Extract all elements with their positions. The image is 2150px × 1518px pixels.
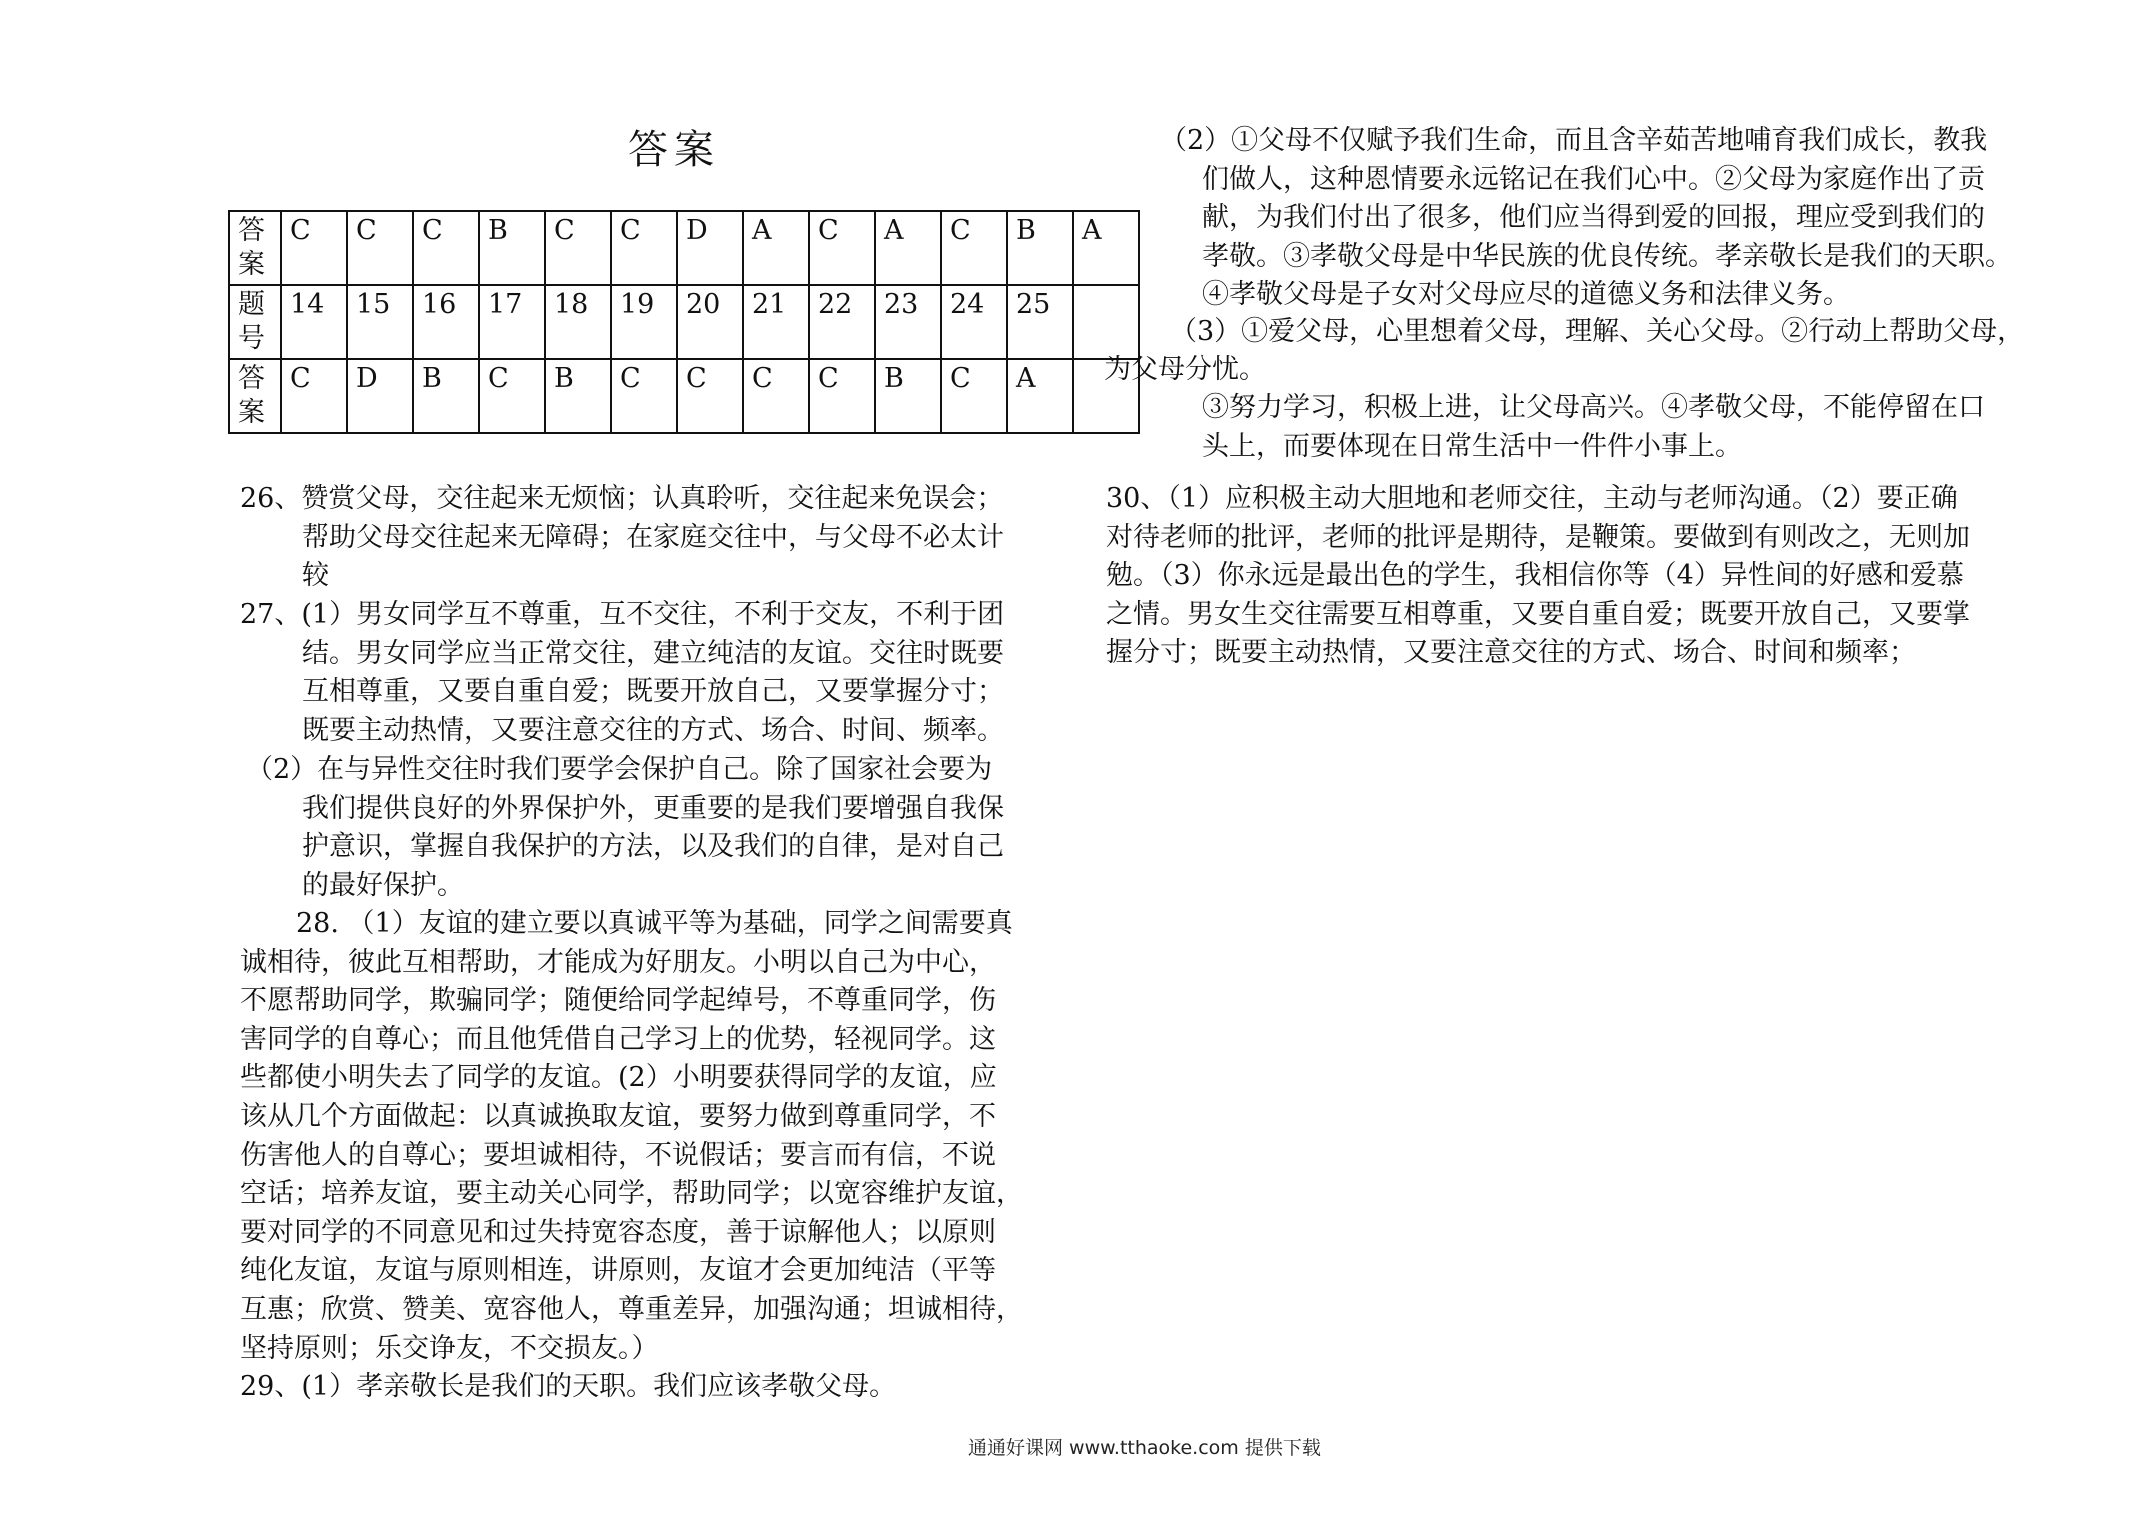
text-line: 坚持原则；乐交诤友，不交损友。） <box>240 1332 659 1364</box>
table-cell: C <box>611 211 677 285</box>
table-cell: D <box>677 211 743 285</box>
table-cell: A <box>1007 359 1073 433</box>
table-cell: B <box>479 211 545 285</box>
table-cell: C <box>941 211 1007 285</box>
text-line: 头上，而要体现在日常生活中一件件小事上。 <box>1202 430 1742 462</box>
table-cell: C <box>677 359 743 433</box>
table-row <box>229 359 1139 433</box>
answer-29-3-line2: 为父母分忧。 <box>1104 354 1266 385</box>
table-cell: C <box>611 359 677 433</box>
row-label: 答案 <box>229 211 281 285</box>
table-cell: C <box>281 359 347 433</box>
table-cell: 17 <box>479 285 545 359</box>
table-cell: C <box>941 359 1007 433</box>
table-cell: B <box>545 359 611 433</box>
text-line: 帮助父母交往起来无障碍；在家庭交往中，与父母不必太计 <box>302 521 1004 553</box>
text-line: 些都使小明失去了同学的友谊。(2）小明要获得同学的友谊，应 <box>240 1062 997 1094</box>
text-line: 孝敬。③孝敬父母是中华民族的优良传统。孝亲敬长是我们的天职。 <box>1202 240 2012 272</box>
table-cell: 20 <box>677 285 743 359</box>
table-cell: 22 <box>809 285 875 359</box>
text-line: 伤害他人的自尊心；要坦诚相待，不说假话；要言而有信，不说 <box>240 1139 996 1171</box>
table-cell <box>1073 285 1139 359</box>
text-line: （2）①父母不仅赋予我们生命，而且含辛茹苦地哺育我们成长，教我 <box>1160 125 1988 156</box>
table-cell: 15 <box>347 285 413 359</box>
table-cell: B <box>875 359 941 433</box>
text-line: 诚相待，彼此互相帮助，才能成为好朋友。小明以自己为中心， <box>240 946 996 978</box>
page-title: 答案 <box>628 127 720 173</box>
text-line: 空话；培养友谊，要主动关心同学，帮助同学；以宽容维护友谊， <box>240 1178 1023 1210</box>
table-row <box>229 285 1139 359</box>
table-cell: C <box>743 359 809 433</box>
text-line: 互惠；欣赏、赞美、宽容他人，尊重差异，加强沟通；坦诚相待， <box>240 1293 1023 1325</box>
text-line: 该从几个方面做起：以真诚换取友谊，要努力做到尊重同学，不 <box>240 1100 996 1132</box>
answer-table <box>228 210 1140 434</box>
text-line: 之情。男女生交往需要互相尊重，又要自重自爱；既要开放自己，又要掌 <box>1106 598 1970 630</box>
text-line: 27、(1）男女同学互不尊重，互不交往，不利于交友，不利于团 <box>240 599 1005 630</box>
row-label: 答案 <box>229 359 281 433</box>
text-line: 纯化友谊，友谊与原则相连，讲原则，友谊才会更加纯洁（平等 <box>240 1255 996 1287</box>
answer-30 <box>1106 480 1970 673</box>
table-cell: A <box>743 211 809 285</box>
text-line: 握分寸；既要主动热情，又要注意交往的方式、场合、时间和频率； <box>1106 637 1916 669</box>
table-cell: B <box>1007 211 1073 285</box>
text-line: 26、赞赏父母，交往起来无烦恼；认真聆听，交往起来免误会； <box>240 483 1004 514</box>
text-line: 28. （1）友谊的建立要以真诚平等为基础，同学之间需要真 <box>296 908 1013 939</box>
table-cell: D <box>347 359 413 433</box>
text-line: （2）在与异性交往时我们要学会保护自己。除了国家社会要为 <box>246 754 993 785</box>
text-line: 我们提供良好的外界保护外，更重要的是我们要增强自我保 <box>302 792 1004 824</box>
text-line: 护意识，掌握自我保护的方法，以及我们的自律，是对自己 <box>302 831 1004 863</box>
answer-26 <box>240 480 1004 596</box>
table-cell: C <box>809 359 875 433</box>
text-line: 29、(1）孝亲敬长是我们的天职。我们应该孝敬父母。 <box>240 1371 897 1402</box>
text-line: ③努力学习，积极上进，让父母高兴。④孝敬父母，不能停留在口 <box>1202 392 1985 423</box>
table-cell: 23 <box>875 285 941 359</box>
table-cell: 25 <box>1007 285 1073 359</box>
table-cell: 19 <box>611 285 677 359</box>
text-line: 既要主动热情，又要注意交往的方式、场合、时间、频率。 <box>302 714 1004 746</box>
text-line: 勉。（3）你永远是最出色的学生，我相信你等（4）异性间的好感和爱慕 <box>1106 560 1964 592</box>
footer-watermark: 通通好课网 www.tthaoke.com 提供下载 <box>968 1437 1321 1459</box>
text-line: 的最好保护。 <box>302 869 464 901</box>
text-line: 不愿帮助同学，欺骗同学；随便给同学起绰号，不尊重同学，伤 <box>240 985 996 1017</box>
table-cell: 16 <box>413 285 479 359</box>
table-cell: 18 <box>545 285 611 359</box>
table-cell: 24 <box>941 285 1007 359</box>
row-label: 题号 <box>229 285 281 359</box>
table-cell: C <box>479 359 545 433</box>
table-cell: C <box>545 211 611 285</box>
text-line: 结。男女同学应当正常交往，建立纯洁的友谊。交往时既要 <box>302 637 1004 669</box>
table-cell: A <box>1073 211 1139 285</box>
answer-29-2 <box>1160 122 2012 315</box>
text-line: 互相尊重，又要自重自爱；既要开放自己，又要掌握分寸； <box>302 676 1004 708</box>
text-line: 们做人，这种恩情要永远铭记在我们心中。②父母为家庭作出了贡 <box>1202 163 1985 195</box>
table-cell: 14 <box>281 285 347 359</box>
table-cell: C <box>347 211 413 285</box>
text-line: 要对同学的不同意见和过失持宽容态度，善于谅解他人；以原则 <box>240 1216 996 1248</box>
table-cell: C <box>809 211 875 285</box>
text-line: 30、（1）应积极主动大胆地和老师交往，主动与老师沟通。（2）要正确 <box>1106 483 1958 514</box>
answer-27-1 <box>240 596 1004 750</box>
text-line: 献，为我们付出了很多，他们应当得到爱的回报，理应受到我们的 <box>1202 202 1985 234</box>
table-cell: A <box>875 211 941 285</box>
answer-29-3-line1: （3）①爱父母，心里想着父母，理解、关心父母。②行动上帮助父母， <box>1170 316 2025 347</box>
table-cell: 21 <box>743 285 809 359</box>
answer-27-2 <box>246 751 1004 905</box>
table-row <box>229 211 1139 285</box>
text-line: ④孝敬父母是子女对父母应尽的道德义务和法律义务。 <box>1202 279 1850 311</box>
text-line: 较 <box>302 560 329 592</box>
table-cell: C <box>413 211 479 285</box>
answer-29-3-rest <box>1202 389 1985 466</box>
text-line: 害同学的自尊心；而且他凭借自己学习上的优势，轻视同学。这 <box>240 1023 996 1055</box>
table-cell: B <box>413 359 479 433</box>
answer-29-1 <box>240 1368 896 1407</box>
answer-28 <box>240 905 1023 1368</box>
text-line: 对待老师的批评，老师的批评是期待，是鞭策。要做到有则改之，无则加 <box>1106 521 1970 553</box>
table-cell: C <box>281 211 347 285</box>
